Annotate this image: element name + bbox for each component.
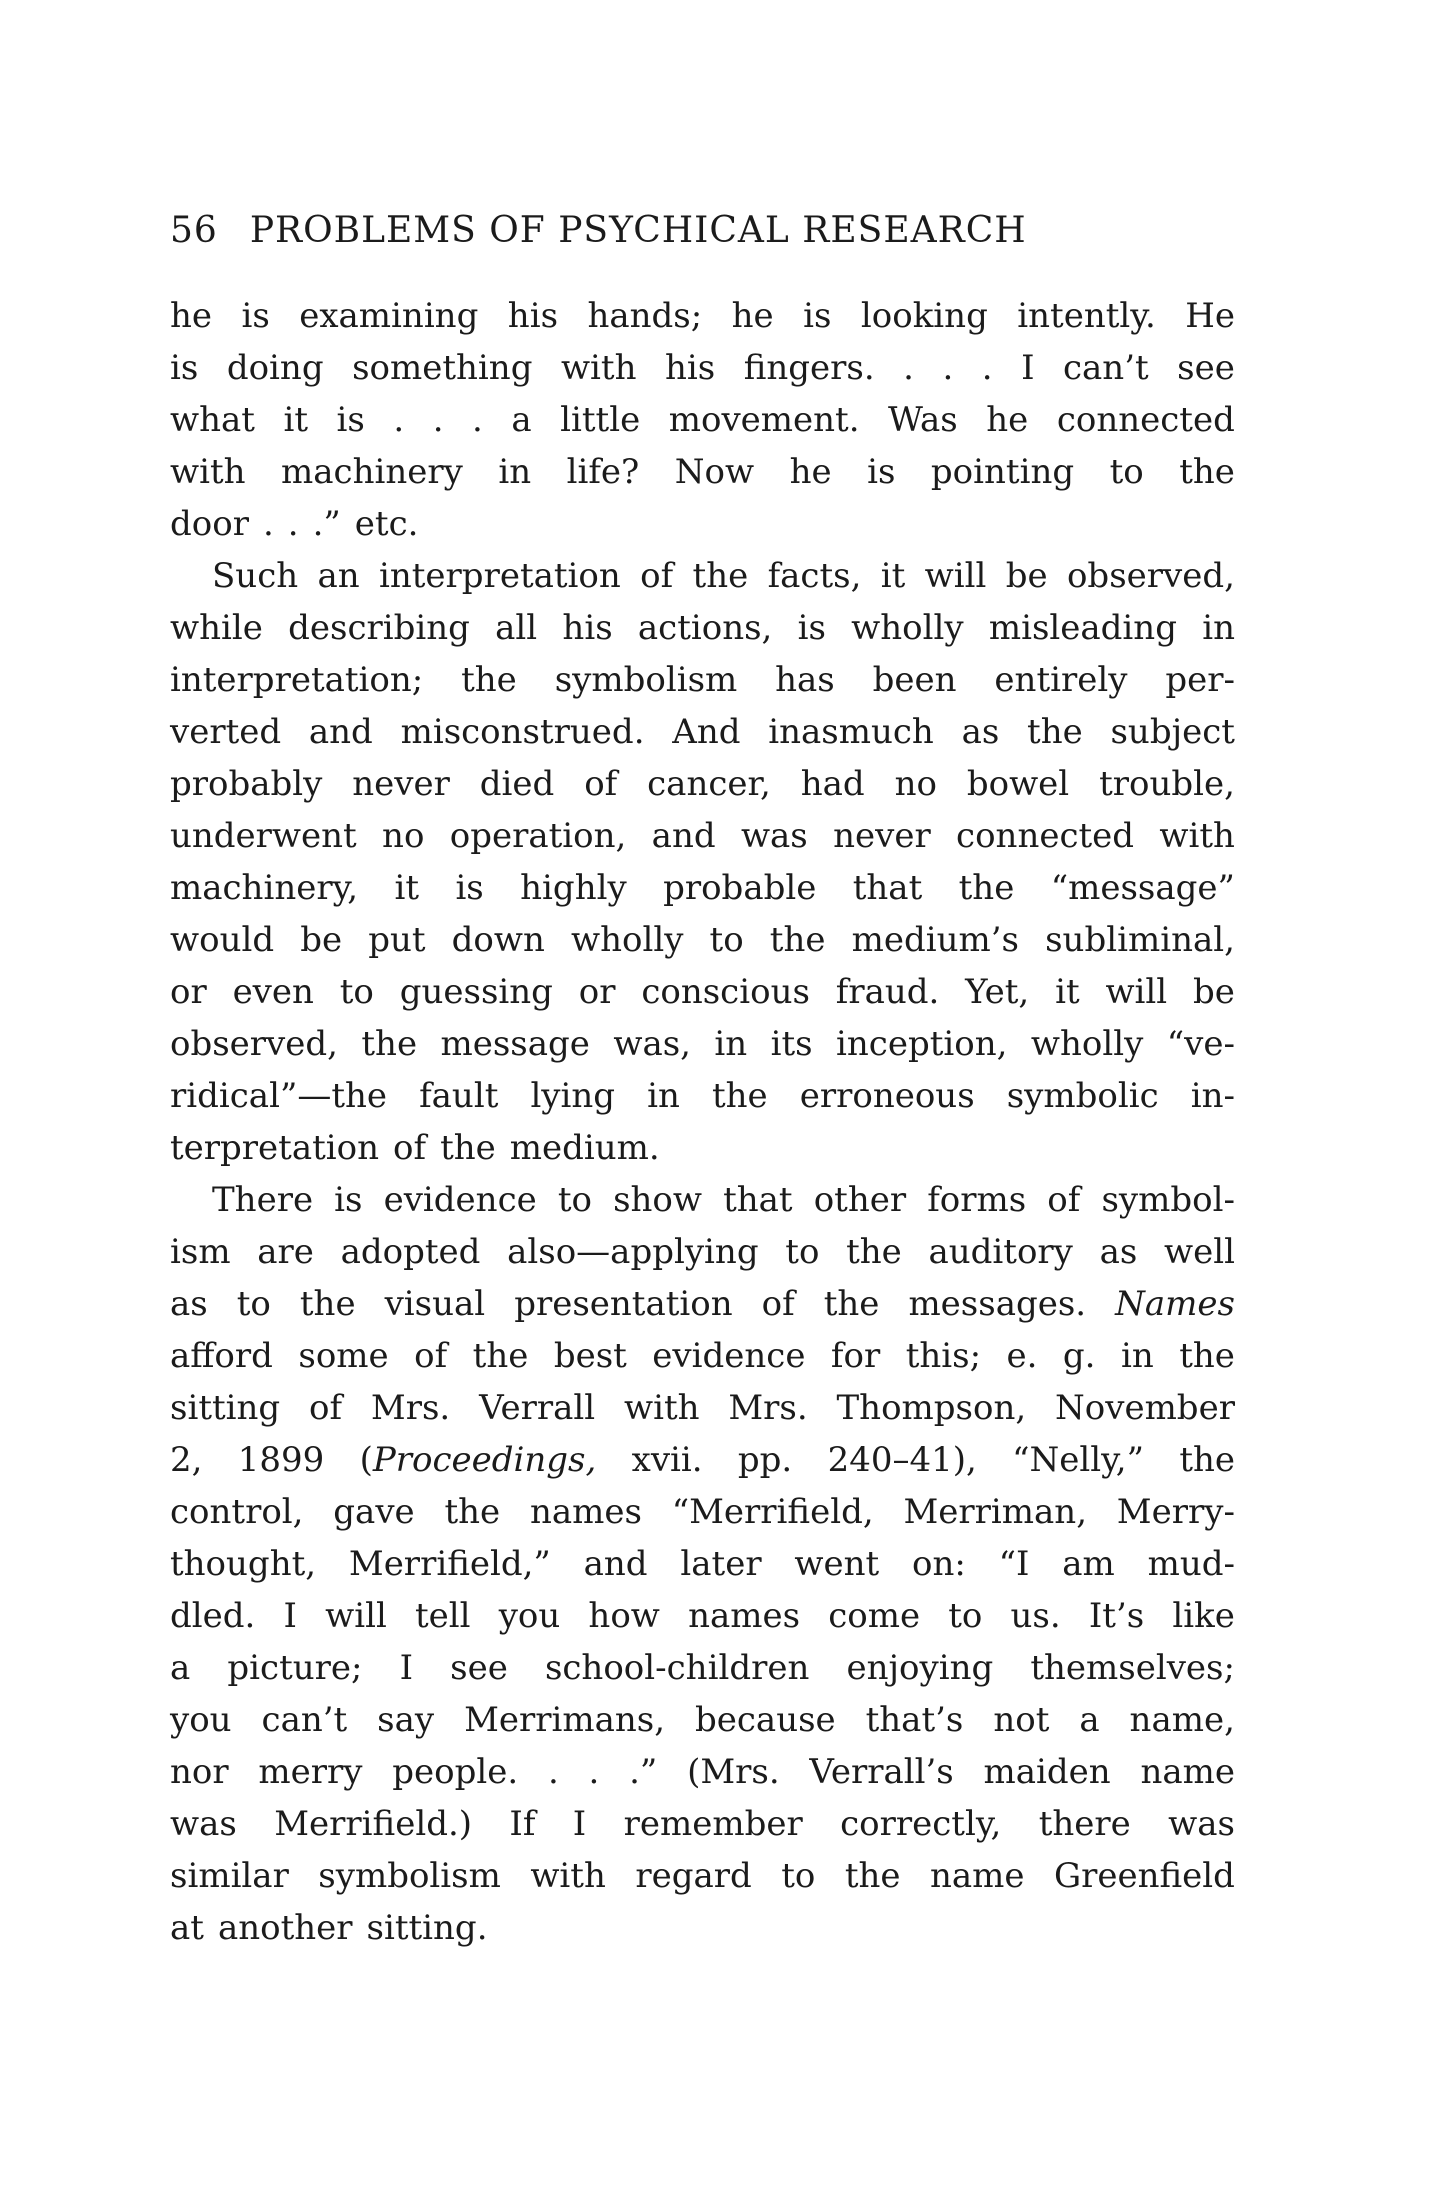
page-number: 56 — [170, 210, 218, 251]
text-line: There is evidence to show that other forms of symbol- — [212, 1180, 1235, 1220]
text-line: afford some of the best evidence for this; e. g. in the — [170, 1336, 1235, 1376]
text-line: while describing all his actions, is wholly misleading in — [170, 608, 1235, 648]
text-line: observed, the message was, in its inception, wholly “ve- — [170, 1024, 1235, 1064]
body-text — [170, 290, 1235, 1954]
running-title: PROBLEMS OF PSYCHICAL RESEARCH — [249, 210, 1027, 251]
text-line: thought, Merrifield,” and later went on: “I am mud- — [170, 1544, 1235, 1584]
text-line: as to the visual presentation of the messages. Names — [170, 1284, 1235, 1324]
text-line: a picture; I see school-children enjoying themselves; — [170, 1648, 1235, 1688]
text-line: similar symbolism with regard to the name Greenfield — [170, 1856, 1235, 1896]
text-line: sitting of Mrs. Verrall with Mrs. Thompson, November — [170, 1388, 1235, 1428]
text-line: or even to guessing or conscious fraud. Yet, it will be — [170, 972, 1235, 1012]
book-page — [170, 210, 1235, 1954]
text-line: verted and misconstrued. And inasmuch as the subject — [170, 712, 1235, 752]
text-line: nor merry people. . . .” (Mrs. Verrall’s maiden name — [170, 1752, 1235, 1792]
text-line: interpretation; the symbolism has been entirely per- — [170, 660, 1235, 700]
text-line: was Merrifield.) If I remember correctly, there was — [170, 1804, 1235, 1844]
text-line: dled. I will tell you how names come to us. It’s like — [170, 1596, 1235, 1636]
text-line: terpretation of the medium. — [170, 1128, 660, 1168]
text-line: ism are adopted also—applying to the auditory as well — [170, 1232, 1235, 1272]
running-header — [170, 210, 1235, 272]
text-line: underwent no operation, and was never connected with — [170, 816, 1235, 856]
text-line: with machinery in life? Now he is pointing to the — [170, 452, 1235, 492]
text-line: he is examining his hands; he is looking intently. He — [170, 296, 1235, 336]
text-line: machinery, it is highly probable that the “message” — [170, 868, 1235, 908]
text-line: at another sitting. — [170, 1908, 488, 1948]
text-line: would be put down wholly to the medium’s subliminal, — [170, 920, 1235, 960]
text-line: probably never died of cancer, had no bowel trouble, — [170, 764, 1235, 804]
text-line: you can’t say Merrimans, because that’s not a name, — [170, 1700, 1235, 1740]
text-line: is doing something with his fingers. . . . I can’t see — [170, 348, 1235, 388]
text-line: door . . .” etc. — [170, 504, 419, 544]
text-line: Such an interpretation of the facts, it will be observed, — [212, 556, 1235, 596]
text-line: ridical”—the fault lying in the erroneous symbolic in- — [170, 1076, 1235, 1116]
text-line: 2, 1899 (Proceedings, xvii. pp. 240–41), “Nelly,” the — [170, 1440, 1235, 1480]
text-line: control, gave the names “Merrifield, Merriman, Merry- — [170, 1492, 1235, 1532]
text-line: what it is . . . a little movement. Was he connected — [170, 400, 1235, 440]
